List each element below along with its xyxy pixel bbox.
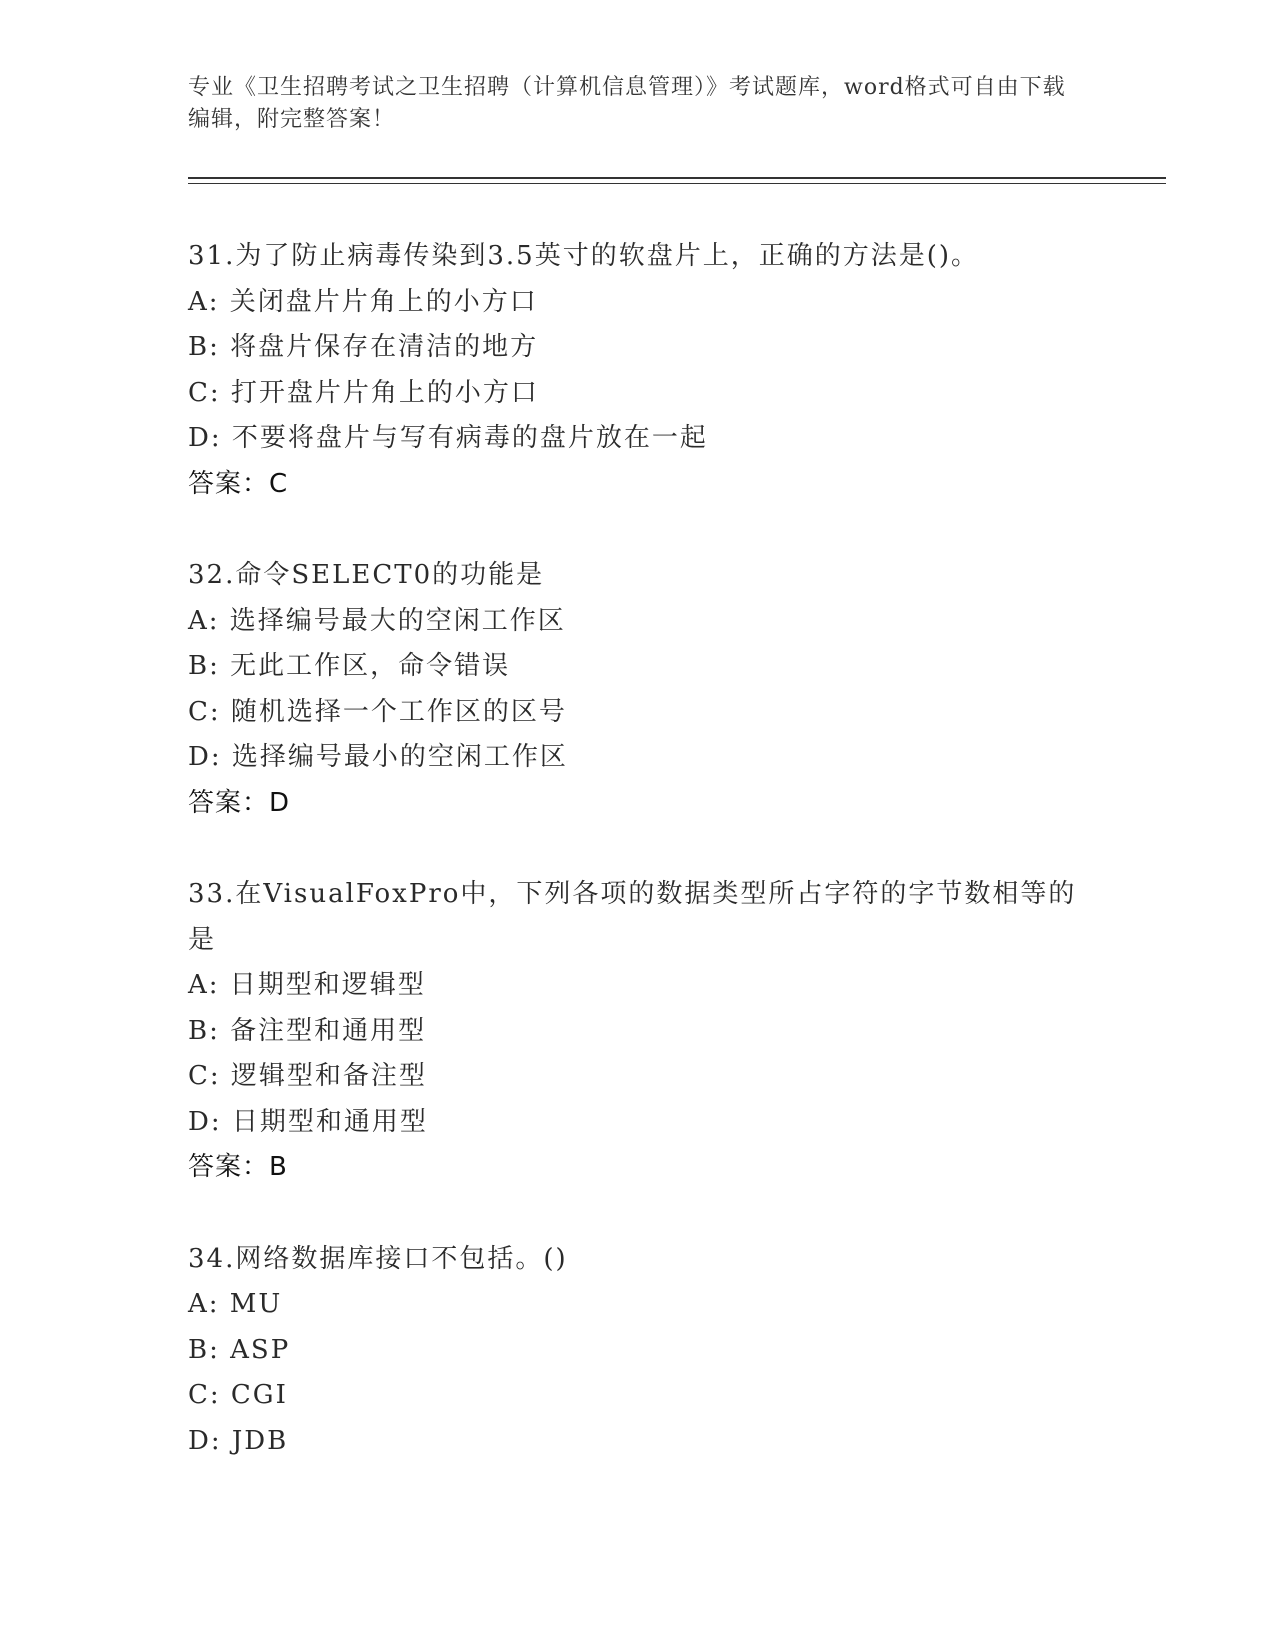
- question-text: 31.为了防止病毒传染到3.5英寸的软盘片上，正确的方法是()。: [188, 241, 979, 271]
- document-header: 专业《卫生招聘考试之卫生招聘（计算机信息管理）》考试题库，word格式可自由下载编辑，附完整答案！: [188, 75, 1066, 132]
- option-b: B: 将盘片保存在清洁的地方: [188, 332, 539, 362]
- question-33: [188, 872, 1088, 1191]
- answer: 答案：C: [188, 468, 289, 499]
- header-divider-thick: [188, 177, 1166, 179]
- option-a: A: MU: [188, 1289, 283, 1319]
- question-list: [188, 234, 1088, 1510]
- answer: 答案：B: [188, 1152, 288, 1182]
- option-d: D: 不要将盘片与写有病毒的盘片放在一起: [188, 423, 708, 453]
- question-text: 33.在VisualFoxPro中，下列各项的数据类型所占字符的字节数相等的是: [188, 879, 1077, 955]
- option-a: A: 选择编号最大的空闲工作区: [188, 605, 566, 636]
- question-text: 34.网络数据库接口不包括。(): [188, 1243, 568, 1274]
- option-c: C: 逻辑型和备注型: [188, 1061, 427, 1091]
- option-a: A: 日期型和逻辑型: [188, 970, 426, 1000]
- header-divider-thin: [188, 183, 1166, 184]
- option-c: C: 打开盘片片角上的小方口: [188, 377, 539, 408]
- option-d: D: 日期型和通用型: [188, 1106, 428, 1137]
- option-d: D: JDB: [188, 1425, 289, 1456]
- option-c: C: CGI: [188, 1380, 288, 1410]
- option-b: B: 无此工作区，命令错误: [188, 651, 511, 681]
- option-a: A: 关闭盘片片角上的小方口: [188, 286, 538, 317]
- option-b: B: ASP: [188, 1334, 291, 1365]
- question-34: [188, 1237, 1088, 1465]
- question-32: [188, 553, 1088, 826]
- option-d: D: 选择编号最小的空闲工作区: [188, 742, 568, 772]
- answer: 答案：D: [188, 787, 291, 818]
- option-c: C: 随机选择一个工作区的区号: [188, 696, 567, 727]
- question-31: [188, 234, 1088, 507]
- option-b: B: 备注型和通用型: [188, 1015, 427, 1046]
- question-text: 32.命令SELECT0的功能是: [188, 560, 545, 590]
